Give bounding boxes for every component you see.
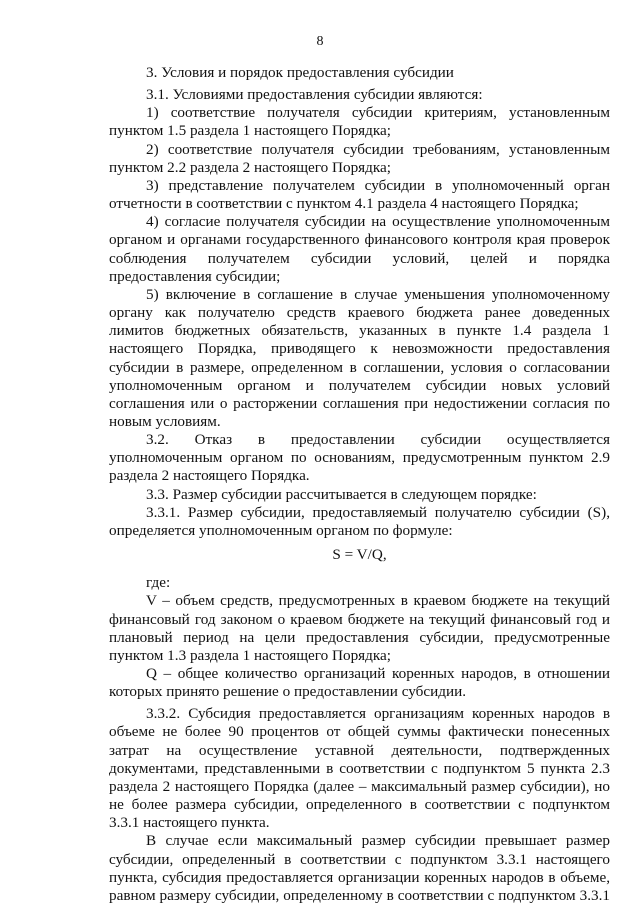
condition-3: 3) представление получателем субсидии в уполномоченный орган отчетности в соответствии с пунктом 4.1 раздела 4 настоящего Порядка; [109,176,610,213]
paragraph-max-subsidy: В случае если максимальный размер субсидии превышает размер субсидии, определенный в соответствии с подпунктом 3.3.1 настоящего пункта, субсидия предоставляется организации коренных народов в объеме, равном размеру субсидии, определенному в соответствии с подпунктом 3.3.1 [109,832,610,904]
formula: S = V/Q, [332,546,387,564]
condition-4: 4) согласие получателя субсидии на осуществление уполномоченным органом и органами государственного финансового контроля края проверок соблюдения получателем субсидии условий, целей и порядка предоставления субсидии; [109,213,610,285]
paragraph-3-3-2: 3.3.2. Субсидия предоставляется организациям коренных народов в объеме не более 90 процентов от общей суммы фактически понесенных затрат на осуществление уставной деятельности, подтвержденных документами, представленными в соответствии с подпунктом 5 пункта 2.3 раздела 2 настоящего Порядка (далее – максимальный размер субсидии), но не более размера субсидии, определенного в соответствии с подпунктом 3.3.1 настоящего пункта. [109,705,610,832]
paragraph-3-3: 3.3. Размер субсидии рассчитывается в следующем порядке: [146,485,537,503]
paragraph-3-2: 3.2. Отказ в предоставлении субсидии осуществляется уполномоченным органом по основаниям, предусмотренным пунктом 2.9 раздела 2 настоящего Порядка. [109,431,610,485]
document-body [109,64,610,905]
condition-5: 5) включение в соглашение в случае уменьшения уполномоченному органу как получателю средств краевого бюджета ранее доведенных лимитов бюджетных обязательств, указанных в пункте 1.4 раздела 1 настоящего Порядка, приводящего к невозможности предоставления субсидии в размере, определенном в соглашении, условия о согласовании уполномоченным органом и получателем субсидии новых условий соглашения или о расторжении соглашения при недостижении согласия по новым условиям. [109,285,610,430]
page-number: 8 [316,34,324,49]
section-heading: 3. Условия и порядок предоставления субсидии [146,64,454,81]
paragraph-3-1: 3.1. Условиями предоставления субсидии являются: [146,86,483,104]
definition-v: V – объем средств, предусмотренных в краевом бюджете на текущий финансовый год законом о краевом бюджете на текущий финансовый год и плановый период на цели предоставления субсидии, предусмотренные пунктом 1.3 раздела 1 настоящего Порядка; [109,592,610,664]
condition-1: 1) соответствие получателя субсидии критериям, установленным пунктом 1.5 раздела 1 настоящего Порядка; [109,104,610,140]
where-label: где: [146,574,171,592]
paragraph-3-3-1: 3.3.1. Размер субсидии, предоставляемый получателю субсидии (S), определяется уполномоченным органом по формуле: [109,503,610,539]
condition-2: 2) соответствие получателя субсидии требованиям, установленным пунктом 2.2 раздела 2 настоящего Порядка; [109,140,610,176]
definition-q: Q – общее количество организаций коренных народов, в отношении которых принято решение о предоставлении субсидии. [109,665,610,701]
